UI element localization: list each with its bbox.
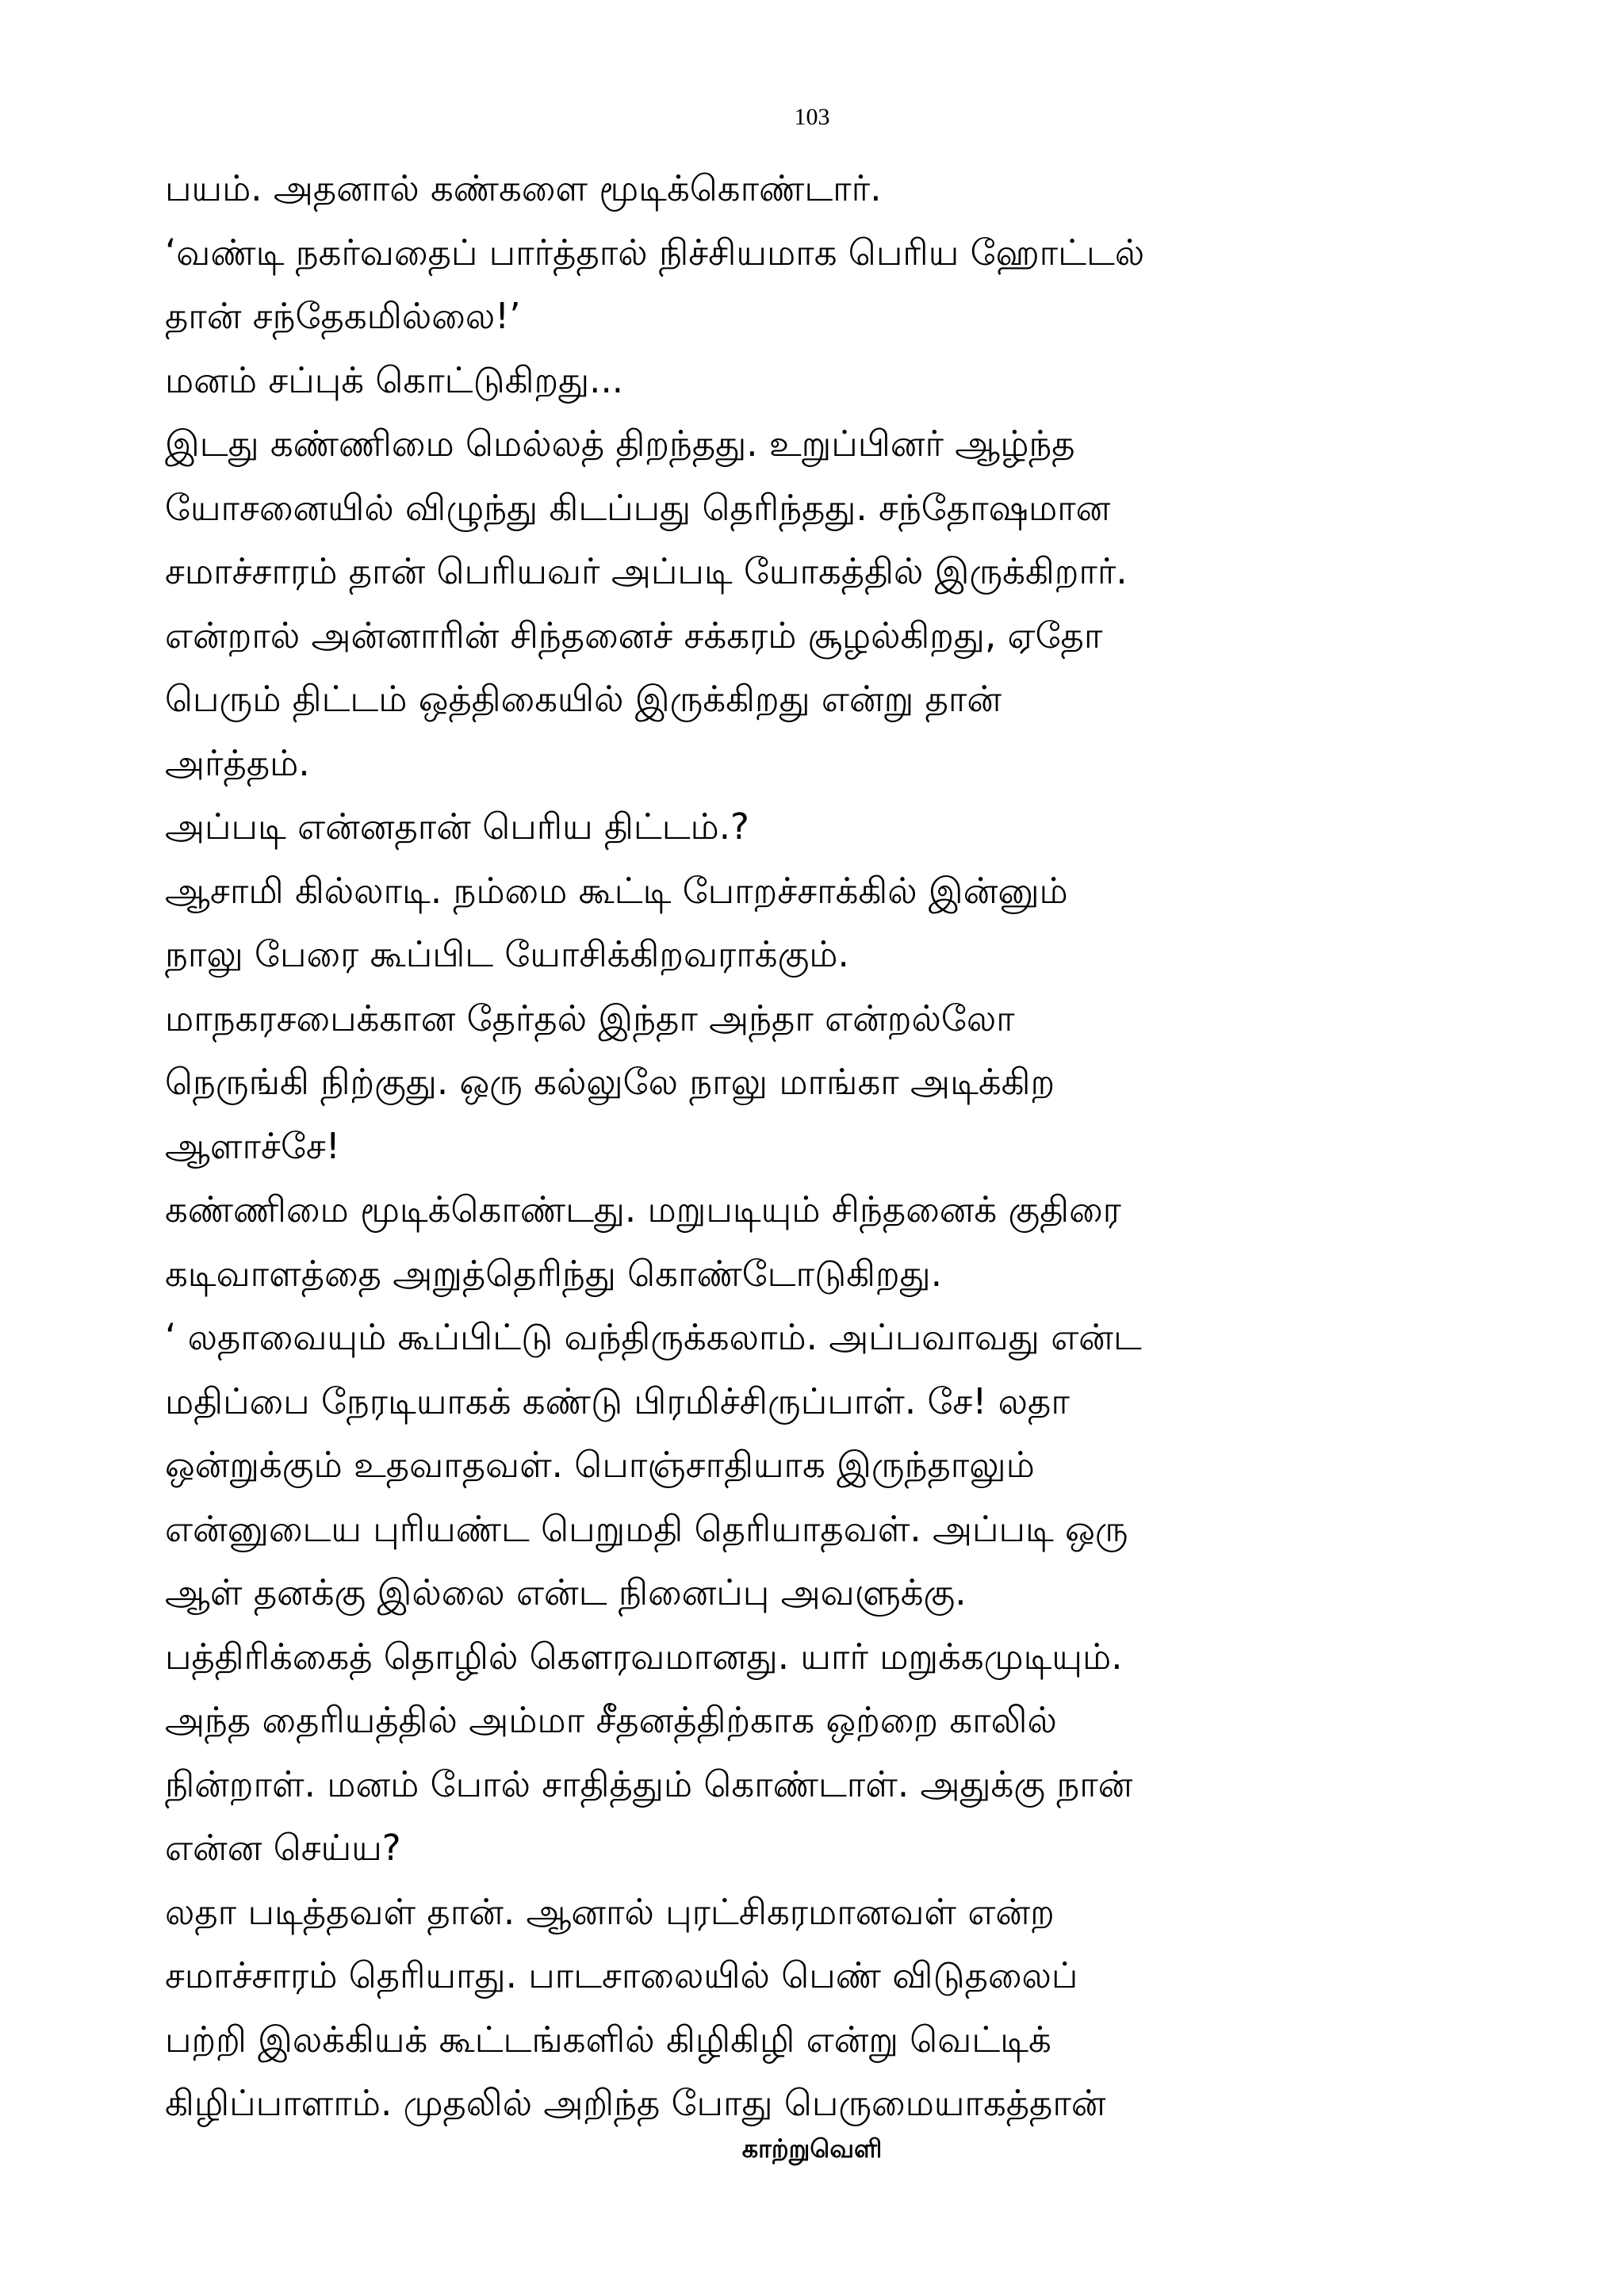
text-line: ஆளாச்சே! <box>165 1124 340 1167</box>
text-line: அந்த தைரியத்தில் அம்மா சீதனத்திற்காக ஒற்றை காலில் <box>165 1699 1057 1741</box>
text-line: நெருங்கி நிற்குது. ஒரு கல்லுலே நாலு மாங்கா அடிக்கிற <box>165 1061 1055 1103</box>
text-line: அப்படி என்னதான் பெரிய திட்டம்.? <box>165 806 749 848</box>
text-line: கடிவாளத்தை அறுத்தெரிந்து கொண்டோடுகிறது. <box>165 1252 943 1295</box>
text-line: ஆசாமி கில்லாடி. நம்மை கூட்டி போறச்சாக்கில் இன்னும் <box>165 869 1068 912</box>
text-line: நின்றாள். மனம் போல் சாதித்தும் கொண்டாள். அதுக்கு நான் <box>165 1762 1133 1805</box>
text-line: இடது கண்ணிமை மெல்லத் திறந்தது. உறுப்பினர் ஆழ்ந்த <box>165 423 1075 465</box>
text-line: நாலு பேரை கூப்பிட யோசிக்கிறவராக்கும். <box>165 933 849 975</box>
page-footer: காற்றுவெளி <box>741 2133 883 2164</box>
text-line: சமாச்சாரம் தான் பெரியவர் அப்படி யோகத்தில் இருக்கிறார். <box>165 550 1128 592</box>
text-line: ஆள் தனக்கு இல்லை என்ட நினைப்பு அவளுக்கு. <box>165 1571 967 1613</box>
text-line: என்றால் அன்னாரின் சிந்தனைச் சக்கரம் சூழல்கிறது, ஏதோ <box>165 614 1103 656</box>
text-line: மாநகரசபைக்கான தேர்தல் இந்தா அந்தா என்றல்லோ <box>165 997 1015 1039</box>
text-line: தான் சந்தேகமில்லை!’ <box>165 295 521 337</box>
text-line: பெரும் திட்டம் ஒத்திகையில் இருக்கிறது என்று தான் <box>165 678 1002 720</box>
text-line: என்ன செய்ய? <box>165 1827 401 1869</box>
text-line: பற்றி இலக்கியக் கூட்டங்களில் கிழிகிழி என்று வெட்டிக் <box>165 2018 1051 2061</box>
text-line: என்னுடைய புரியண்ட பெறுமதி தெரியாதவள். அப்படி ஒரு <box>165 1507 1128 1550</box>
text-line: அர்த்தம். <box>165 741 310 784</box>
text-line: கிழிப்பாளாம். முதலில் அறிந்த போது பெருமையாகத்தான் <box>165 2082 1106 2124</box>
body-text <box>165 157 1481 2136</box>
text-line: பயம். அதனால் கண்களை மூடிக்கொண்டார். <box>165 167 882 209</box>
page-number: 103 <box>794 104 830 130</box>
text-line: மதிப்பை நேரடியாகக் கண்டு பிரமிச்சிருப்பாள். சே! லதா <box>165 1380 1070 1422</box>
text-line: லதா படித்தவள் தான். ஆனால் புரட்சிகரமானவள் என்ற <box>165 1890 1055 1933</box>
text-line: ‘வண்டி நகர்வதைப் பார்த்தால் நிச்சியமாக பெரிய ஹோட்டல் <box>165 231 1145 274</box>
text-line: பத்திரிக்கைத் தொழில் கௌரவமானது. யார் மறுக்கமுடியும். <box>165 1635 1123 1678</box>
text-line: சமாச்சாரம் தெரியாது. பாடசாலையில் பெண் விடுதலைப் <box>165 1954 1078 1996</box>
text-line: ‘ லதாவையும் கூப்பிட்டு வந்திருக்கலாம். அப்பவாவது என்ட <box>165 1316 1142 1358</box>
text-line: யோசனையில் விழுந்து கிடப்பது தெரிந்தது. சந்தோஷமான <box>165 486 1111 529</box>
text-line: மனம் சப்புக் கொட்டுகிறது... <box>165 358 624 401</box>
text-line: கண்ணிமை மூடிக்கொண்டது. மறுபடியும் சிந்தனைக் குதிரை <box>165 1188 1121 1230</box>
text-line: ஒன்றுக்கும் உதவாதவள். பொஞ்சாதியாக இருந்தாலும் <box>165 1444 1035 1486</box>
